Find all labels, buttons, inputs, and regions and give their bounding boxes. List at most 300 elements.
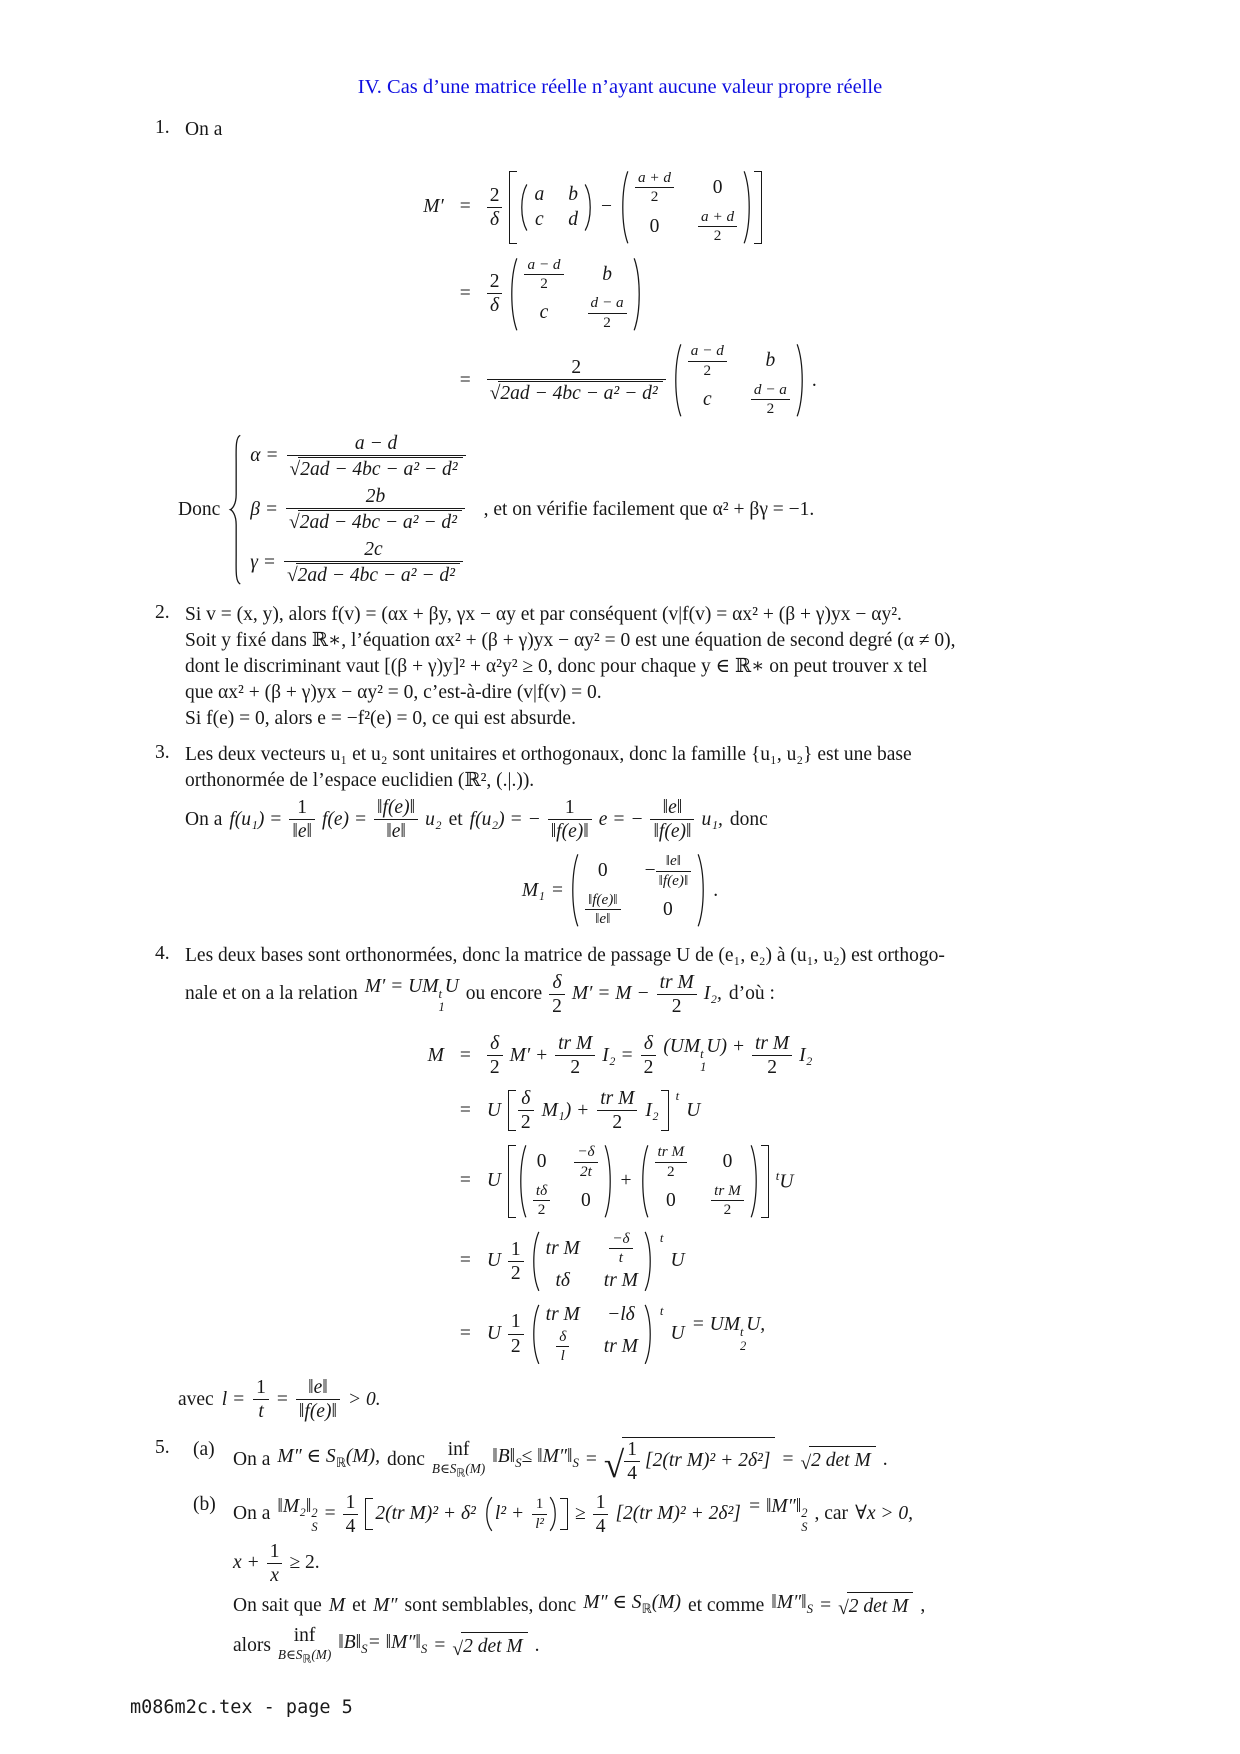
math: ‖B‖ [338, 1632, 362, 1654]
num: 1 [535, 1495, 544, 1513]
text: alors [233, 1635, 271, 1657]
cell: tδ [555, 1269, 570, 1291]
eq-row-4 [487, 1230, 685, 1293]
math: u₂ [425, 808, 442, 830]
math [771, 1590, 813, 1622]
fraction [532, 1496, 547, 1532]
left-paren [519, 183, 528, 232]
den: ‖f(e)‖ [650, 819, 694, 842]
math-U: U [779, 1171, 794, 1193]
bracket-group [365, 1496, 568, 1532]
fraction [650, 797, 694, 842]
math: 2(tr M)² + δ² [375, 1503, 476, 1525]
fraction [287, 433, 466, 480]
fraction [374, 797, 418, 842]
left-bracket [508, 1090, 516, 1131]
right-paren [796, 342, 805, 419]
item-5-number: 5. [155, 1436, 170, 1458]
math: I₂ [799, 1044, 813, 1066]
sub-S: S [311, 1519, 318, 1534]
math: ‖B‖ [492, 1446, 516, 1468]
eq-sign: = [459, 1250, 471, 1272]
text: On a [233, 1503, 271, 1525]
cell: tr M [545, 1303, 580, 1325]
math-U: U [486, 1170, 501, 1192]
eq-row-1 [487, 1033, 813, 1078]
donc-system [178, 433, 1110, 586]
cell: 0 [665, 1189, 676, 1211]
num: tr M [558, 1032, 593, 1054]
eq-row-3 [487, 1143, 794, 1220]
cell: 0 [581, 1189, 591, 1211]
alpha-lhs: α = [250, 445, 279, 467]
num: δ [552, 971, 562, 993]
comma: , [920, 1594, 926, 1616]
fraction [624, 1439, 640, 1484]
left-bracket [508, 1145, 516, 1218]
fraction [286, 486, 465, 533]
math: I₂ = [602, 1044, 634, 1066]
num: −δ [577, 1143, 595, 1161]
radical-sign: √ [286, 564, 298, 586]
math: B∈S [277, 1647, 303, 1663]
fraction [555, 1033, 595, 1078]
matrix [531, 1303, 653, 1366]
paragraph-line: Les deux bases sont orthonormées, donc la matrice de passage U de (e₁, e₂) à (u₁, u₂) est orthogo- [185, 944, 945, 966]
num: 1 [256, 1377, 266, 1399]
sup-t: t [739, 1325, 744, 1340]
den: x [267, 1563, 283, 1586]
num: ‖f(e)‖ [377, 797, 416, 819]
num: ‖f(e)‖ [587, 891, 618, 909]
sub-S: S [806, 1601, 814, 1616]
math: = ‖M″‖ [747, 1495, 802, 1517]
num: 1 [269, 1540, 280, 1562]
num: ‖e‖ [308, 1377, 328, 1399]
den: 2 [524, 274, 563, 292]
num: tr M [755, 1032, 790, 1054]
sub-R: ℝ [302, 1653, 312, 1666]
num: 2c [364, 539, 383, 561]
num: −δ [612, 1229, 630, 1247]
fraction [267, 1541, 283, 1586]
eq-m1 [522, 852, 718, 929]
fraction [549, 972, 565, 1017]
math: U, [746, 1314, 766, 1336]
sqrt [452, 1632, 527, 1660]
math [365, 974, 459, 1015]
den: 2 [533, 1200, 550, 1218]
den: t [253, 1399, 269, 1422]
gamma-row [250, 539, 465, 586]
math: M′ + [509, 1044, 549, 1066]
math: l² + [494, 1503, 525, 1525]
matrix [640, 1143, 759, 1220]
relation-line [185, 972, 1110, 1017]
den: 4 [624, 1461, 640, 1484]
donc-word: Donc [178, 498, 221, 520]
right-paren [750, 1143, 759, 1220]
num: a + d [637, 169, 672, 186]
math [277, 1494, 317, 1535]
cell-fraction [655, 1144, 688, 1180]
sub-S: S [801, 1519, 808, 1534]
eq-row-2 [487, 1088, 700, 1133]
sqrt [603, 1437, 776, 1487]
geq-sign: ≥ [574, 1503, 586, 1525]
radicand: 2ad − 4bc − a² − d² [298, 457, 462, 480]
math [748, 1494, 808, 1535]
math: ≥ 2. [289, 1552, 320, 1574]
radical-sign: √ [838, 1598, 849, 1620]
transpose-sup: t [659, 1303, 664, 1318]
math [663, 1036, 745, 1075]
alpha-row [250, 433, 465, 480]
left-paren [620, 169, 629, 246]
cell: 0 [663, 898, 673, 920]
den: 2 [555, 1055, 595, 1078]
den: ‖e‖ [289, 819, 315, 842]
fraction [508, 1239, 524, 1284]
bracket-group [508, 1088, 669, 1133]
den: 2 [752, 1055, 792, 1078]
fraction [548, 797, 592, 842]
eq-lhs: M₁ [521, 879, 545, 901]
cell: a [534, 183, 545, 205]
item-2-number: 2. [155, 602, 170, 624]
left-paren [518, 1143, 527, 1220]
radical-sign: √ [452, 1638, 464, 1660]
num: a − d [690, 342, 724, 360]
sup-2: 2 [311, 1506, 318, 1521]
den: 2 [635, 187, 674, 205]
cell: tr M [545, 1237, 580, 1259]
right-paren [633, 256, 642, 333]
transpose-sup: t [675, 1089, 680, 1104]
fraction [487, 1033, 503, 1078]
left-bracket [509, 171, 517, 244]
fraction [284, 539, 463, 586]
transpose-sup: t [775, 1169, 780, 1184]
cell: b [765, 350, 776, 372]
right-paren [604, 1143, 613, 1220]
den: 2 [751, 399, 790, 417]
right-paren [644, 1230, 653, 1293]
math: = ‖M″‖ [367, 1632, 421, 1654]
text: donc [729, 808, 768, 830]
num: d − a [590, 294, 624, 312]
cell-fraction [574, 1144, 597, 1180]
math: f(u₁) = [229, 808, 283, 830]
math-U: U [486, 1323, 501, 1344]
radical-sign: √ [289, 511, 300, 533]
transposed-U [776, 1169, 794, 1194]
num: a − d [354, 432, 398, 454]
sqrt [289, 510, 462, 533]
minus-sign: − [644, 860, 656, 882]
paren-group [484, 1496, 558, 1532]
paragraph-line: orthonormée de l’espace euclidien (ℝ², (.|.)). [185, 770, 535, 792]
den: l² [532, 1514, 547, 1532]
math: f(u₂) = − [469, 808, 541, 830]
math-U: U [686, 1099, 701, 1121]
left-paren [484, 1496, 493, 1532]
right-bracket [754, 171, 762, 244]
num: 1 [345, 1491, 356, 1513]
right-paren [743, 169, 752, 246]
num: 1 [595, 1491, 606, 1513]
math: B∈S [431, 1461, 457, 1477]
math [338, 1630, 427, 1662]
left-bracket [365, 1498, 373, 1530]
text: avec [178, 1388, 214, 1410]
eq-sign: = [459, 1170, 471, 1192]
radicand: 2 det M [809, 1446, 876, 1474]
num: tr M [657, 1143, 685, 1161]
sub-2: 2 [739, 1338, 747, 1353]
fraction [487, 271, 503, 316]
math: = UM [691, 1314, 740, 1336]
math-U: U [486, 1250, 501, 1272]
eq-row-1 [487, 169, 762, 246]
item-5 [155, 1437, 1110, 1667]
text: ou encore [465, 983, 543, 1005]
num: δ [559, 1327, 567, 1345]
math [492, 1444, 579, 1476]
den: 2 [549, 994, 565, 1017]
matrix-m1 [570, 852, 706, 929]
math-U: U [670, 1250, 685, 1272]
den: t [609, 1248, 632, 1266]
num: tr M [600, 1088, 635, 1110]
item-5a-line [233, 1437, 1110, 1487]
inf-understack [432, 1440, 485, 1481]
cell: c [702, 388, 712, 410]
item-1 [155, 117, 1110, 143]
paragraph-line: Si f(e) = 0, alors e = −f²(e) = 0, ce qui est absurde. [185, 708, 576, 730]
den: 4 [593, 1514, 609, 1537]
item-1-number: 1. [155, 117, 170, 138]
den: δ [487, 293, 503, 316]
math: > 0. [347, 1388, 381, 1410]
eq-sign: = [459, 196, 471, 218]
fraction [289, 797, 315, 842]
item-5b-line-2 [233, 1541, 1110, 1586]
item-4-number: 4. [155, 942, 170, 964]
num: 1 [297, 797, 308, 819]
cell: b [602, 263, 612, 285]
math: u₁, [701, 808, 723, 830]
fraction [752, 1033, 792, 1078]
num: 2b [365, 485, 386, 507]
cell-fraction [645, 853, 692, 889]
item-5b-line-4 [233, 1626, 1110, 1667]
eq-sign: = [782, 1449, 794, 1471]
text: On a [185, 808, 223, 830]
right-bracket [761, 1145, 769, 1218]
right-bracket [661, 1090, 669, 1131]
matrix [673, 342, 805, 419]
eq-sign: = [459, 1099, 471, 1121]
donc-tail: , et on vérifie facilement que α² + βγ = −1. [483, 498, 815, 520]
den: 2 [711, 1200, 744, 1218]
inf: inf [293, 1624, 316, 1646]
item-3-number: 3. [155, 742, 170, 764]
sup-t: t [700, 1046, 704, 1061]
math: M″ [373, 1594, 398, 1616]
num: 1 [510, 1311, 521, 1333]
math: I₂ [645, 1099, 659, 1121]
math: M [328, 1594, 346, 1616]
den: ‖f(e)‖ [548, 819, 592, 842]
fraction [487, 185, 503, 230]
footer-filename: m086m2c.tex - page 5 [130, 1696, 353, 1718]
period: . [713, 879, 719, 901]
period: . [534, 1635, 540, 1657]
fraction [296, 1377, 340, 1422]
math [692, 1314, 766, 1353]
math-U: U [486, 1099, 501, 1121]
matrix [509, 256, 641, 333]
cell-fraction [588, 295, 627, 331]
math: (M), [345, 1446, 380, 1468]
paragraph-line: que αx² + (β + γ)yx − αy² = 0, c’est-à-dire (v|f(v) = 0. [185, 682, 602, 704]
den: ‖e‖ [585, 909, 621, 927]
math: f(e) = [321, 808, 368, 830]
sup-2: 2 [801, 1506, 808, 1521]
cell: 0 [649, 215, 660, 237]
num: δ [490, 1032, 500, 1054]
math: U) + [706, 1035, 745, 1057]
inf-under [432, 1462, 485, 1480]
den: 2 [508, 1334, 524, 1357]
eq-lhs: M [427, 1044, 444, 1066]
eq-lhs: M′ [423, 196, 444, 218]
paragraph-line: Si v = (x, y), alors f(v) = (αx + βy, γx − αy et par conséquent (v|f(v) = αx² + (β + γ)yx − αy². [185, 604, 902, 626]
item-5a [185, 1437, 1110, 1487]
eq-sign: = [551, 879, 563, 901]
math: x + [233, 1552, 260, 1574]
avec-line [178, 1377, 1110, 1422]
den: 2 [518, 1110, 534, 1133]
sup-sub-stack [801, 1507, 807, 1534]
inf: inf [447, 1438, 470, 1460]
den: ‖f(e)‖ [656, 871, 692, 889]
item-1-intro: On a [185, 119, 223, 140]
den: 4 [343, 1514, 359, 1537]
num: tδ [535, 1181, 548, 1199]
sub-S: S [420, 1642, 428, 1657]
sub-S: S [361, 1642, 368, 1657]
fraction [508, 1311, 524, 1356]
item-5b [185, 1492, 1110, 1667]
sub-R: ℝ [335, 1455, 346, 1470]
fraction [518, 1088, 534, 1133]
num: ‖e‖ [665, 852, 682, 870]
radicand: 2ad − 4bc − a² − d² [296, 563, 460, 586]
den: 2 [655, 1162, 688, 1180]
den: 2 [657, 994, 697, 1017]
math: [2(tr M)² + 2δ²] [644, 1450, 771, 1472]
sqrt [490, 381, 663, 404]
cell-fraction [688, 343, 727, 379]
radicand: 2 det M [461, 1632, 528, 1660]
cell-fraction [698, 209, 737, 245]
text: et comme [687, 1594, 765, 1616]
left-paren [531, 1303, 540, 1366]
item-4 [155, 943, 1110, 1017]
fraction [593, 1492, 609, 1537]
cell: d [568, 208, 578, 230]
math: l = [221, 1388, 246, 1410]
eq-sign: = [324, 1503, 336, 1525]
math-U: U [670, 1323, 685, 1344]
cell-fraction [711, 1183, 744, 1219]
num: 2 [571, 357, 582, 379]
num: tr M [659, 971, 694, 993]
radical-sign: √ [289, 458, 301, 480]
den: 2 [508, 1261, 524, 1284]
matrix-trace-half [620, 169, 752, 246]
den: 2 [688, 361, 727, 379]
f-u1-u2-line [185, 797, 1110, 842]
cell: −lδ [607, 1303, 635, 1325]
matrix-abcd [519, 183, 593, 232]
den: ‖e‖ [374, 819, 418, 842]
num: 2 [489, 271, 500, 293]
num: 1 [564, 797, 575, 819]
den: 2 [588, 313, 627, 331]
math [583, 1590, 681, 1622]
math: ‖M₂‖ [277, 1495, 312, 1517]
num: 2 [489, 184, 500, 206]
eq-sign: = [434, 1635, 446, 1657]
inf-under [278, 1648, 331, 1666]
num: δ [521, 1088, 531, 1110]
num: δ [643, 1032, 653, 1054]
den: 2 [698, 226, 737, 244]
right-paren [644, 1303, 653, 1366]
math: ∀x > 0, [855, 1503, 914, 1525]
math: M₁) + [541, 1099, 590, 1121]
cell-fraction [751, 382, 790, 418]
gamma-lhs: γ = [250, 551, 276, 573]
eq-sign: = [276, 1388, 288, 1410]
left-paren [673, 342, 682, 419]
cell: c [535, 208, 544, 230]
item-5a-label: (a) [193, 1438, 215, 1460]
left-paren [640, 1143, 649, 1220]
math: (M) [465, 1461, 486, 1477]
math: ‖M″‖ [771, 1591, 807, 1613]
cell-fraction [635, 170, 674, 206]
text: sont semblables, donc [404, 1594, 577, 1616]
fraction [641, 1033, 657, 1078]
period: . [811, 369, 817, 391]
sub-R: ℝ [641, 1601, 652, 1616]
radical-sign: √ [489, 382, 501, 404]
fraction [597, 1088, 637, 1133]
math: M″ ∈ S [583, 1591, 642, 1613]
text: , car [814, 1503, 849, 1525]
sub-S: S [572, 1455, 579, 1470]
eq-m-prime [423, 169, 817, 419]
num: a − d [527, 255, 561, 273]
cell: tr M [603, 1335, 638, 1357]
text: nale et on a la relation [185, 983, 358, 1005]
num: 1 [510, 1238, 521, 1260]
math: ≤ ‖M″‖ [521, 1446, 573, 1468]
